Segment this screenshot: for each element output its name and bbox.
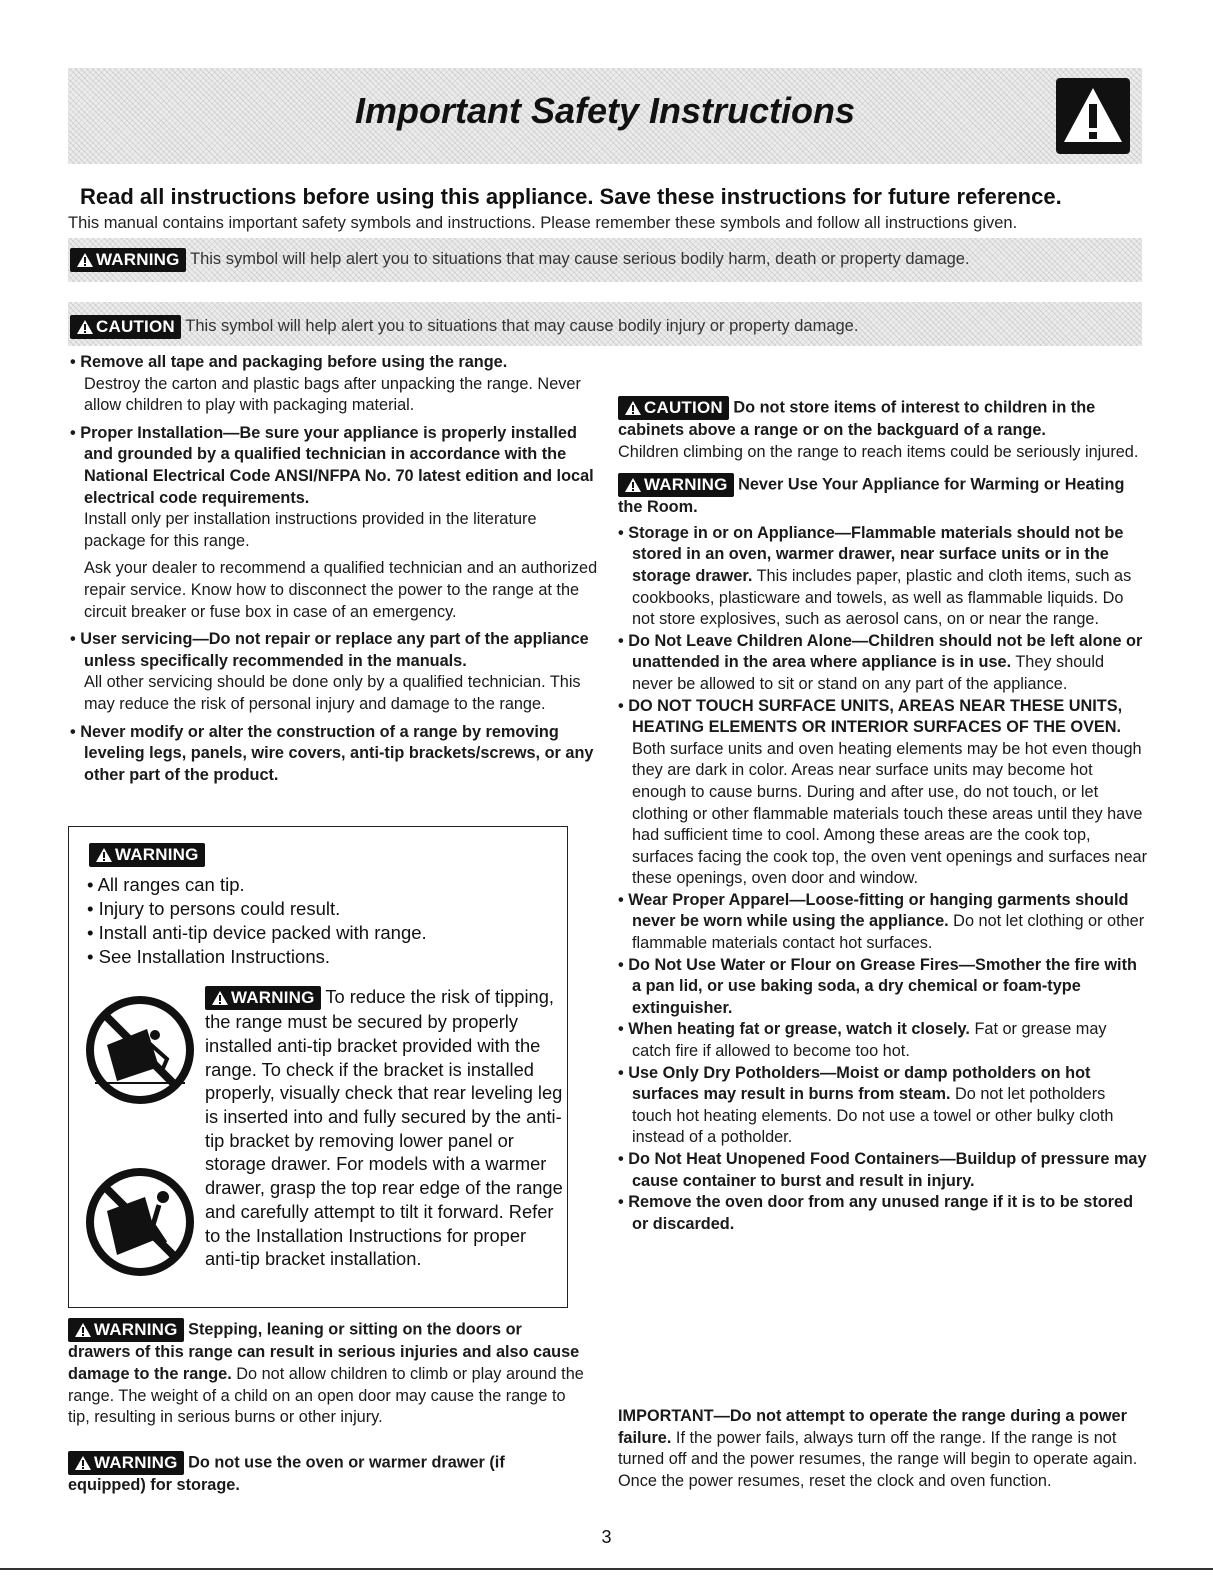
caution-badge-label: CAUTION <box>644 398 723 417</box>
bullet-title: • Wear Proper Apparel—Loose-fitting or hanging garments should never be worn while using the appliance. <box>618 890 1129 931</box>
alert-triangle-icon <box>624 477 642 493</box>
bottom-rule <box>0 1568 1213 1570</box>
alert-triangle-icon <box>74 1455 92 1471</box>
caution-badge-label: CAUTION <box>96 317 175 336</box>
warning-badge-label: WARNING <box>94 1320 178 1339</box>
bullet-title: • Do Not Heat Unopened Food Containers—Buildup of pressure may cause container to burst and result in injury. <box>618 1150 1147 1190</box>
alert-triangle-icon <box>76 252 94 268</box>
stepping-warning-text: Do not allow children to climb or play around the range. The weight of a child on an open door may cause the range to tip, resulting in serious burns or other injury. <box>68 1364 584 1427</box>
warning-symbol-text: This symbol will help alert you to situations that may cause serious bodily harm, death or property damage. <box>190 250 970 269</box>
bullet-title: • Do Not Leave Children Alone—Children should not be left alone or unattended in the area where appliance is in use. <box>618 631 1143 672</box>
intro-text: This manual contains important safety symbols and instructions. Please remember these symbols and follow all instructions given. <box>68 214 1018 232</box>
bullet-title: • Proper Installation—Be sure your appliance is properly installed and grounded by a qualified technician in accordance with the National Electrical Code ANSI/NFPA No. 70 latest edition and local electrical code requirements. <box>70 423 594 507</box>
caution-symbol-band <box>68 302 1142 346</box>
bullet-title: • Use Only Dry Potholders—Moist or damp potholders on hot surfaces may result in burns from steam. <box>618 1063 1091 1104</box>
list-item <box>618 1063 1148 1149</box>
bullet-text: This includes paper, plastic and cloth items, such as cookbooks, plasticware and towels, as well as flammable liquids. Do not store explosives, such as aerosol cans, on or near the range. <box>632 566 1132 629</box>
children-caution-bold: Do not store items of interest to children in the cabinets above a range or on the backguard of a range. <box>618 398 1096 439</box>
warning-badge <box>89 843 205 867</box>
list-item <box>618 1019 1148 1062</box>
bullet-title: • When heating fat or grease, watch it closely. <box>618 1020 970 1039</box>
list-item <box>618 1192 1148 1235</box>
power-failure-text: If the power fails, always turn off the range. If the range is not turned off and the power resumes, the range will begin to operate again. Once the power resumes, reset the clock and oven function. <box>618 1428 1138 1490</box>
warning-triangle-icon <box>1056 78 1130 154</box>
bullet-text: Both surface units and oven heating elements may be hot even though they are dark in color. Areas near surface units may become hot enough to cause burns. During and after use, do not touch, or let clothing or other flammable materials touch these areas until they have had sufficient time to cool. Among these areas are the cook top, surfaces facing the cook top, the oven vent openings and surfaces near these openings, oven door and window. <box>632 739 1147 888</box>
warning-badge-label: WARNING <box>231 988 315 1008</box>
bullet-text: Ask your dealer to recommend a qualified technician and an authorized repair service. Know how to disconnect the power to the range at the circuit breaker or fuse box in case of an emergency. <box>84 559 598 621</box>
intro-headline: Read all instructions before using this appliance. Save these instructions for future reference. <box>80 184 1062 209</box>
list-item: • Install anti-tip device packed with range. <box>87 922 427 943</box>
no-tipping-icon <box>85 995 195 1105</box>
caution-symbol-text: This symbol will help alert you to situations that may cause bodily injury or property damage. <box>185 317 859 336</box>
anti-tip-text: To reduce the risk of tipping, the range must be secured by properly installed anti-tip bracket provided with the range. To check if the bracket is installed properly, visually check that rear leveling leg is inserted into and fully secured by the anti-tip bracket by removing lower panel or storage drawer. For models with a warmer drawer, grasp the top rear edge of the range and carefully attempt to tilt it forward. Refer to the Installation Instructions for proper anti-tip bracket installation. <box>205 986 563 1270</box>
list-item <box>618 631 1148 696</box>
warning-badge-label: WARNING <box>644 475 728 495</box>
bullet-text: Fat or grease may catch fire if allowed to become too hot. <box>632 1020 1107 1061</box>
children-caution <box>618 396 1148 463</box>
power-failure-bold: IMPORTANT—Do not attempt to operate the range during a power failure. <box>618 1407 1127 1447</box>
alert-triangle-icon <box>95 847 113 863</box>
left-lower-warnings <box>68 1318 586 1497</box>
alert-triangle-icon <box>211 990 229 1006</box>
bullet-title: • DO NOT TOUCH SURFACE UNITS, AREAS NEAR THESE UNITS, HEATING ELEMENTS OR INTERIOR SURFACES OF THE OVEN. <box>618 696 1123 737</box>
right-column <box>618 396 1148 1235</box>
bullet-title: • Remove all tape and packaging before using the range. <box>70 353 508 371</box>
left-column <box>70 352 598 786</box>
bullet-text: Destroy the carton and plastic bags after unpacking the range. Never allow children to play with packaging material. <box>84 374 581 415</box>
alert-triangle-icon <box>624 400 642 416</box>
warning-badge <box>70 248 186 272</box>
storage-warning-bold: Do not use the oven or warmer drawer (if equipped) for storage. <box>68 1453 505 1495</box>
list-item: • All ranges can tip. <box>87 874 245 895</box>
anti-tip-instructions <box>205 985 565 1271</box>
caution-badge <box>70 315 181 339</box>
warming-warning <box>618 473 1148 519</box>
list-item <box>618 523 1148 631</box>
page-title: Important Safety Instructions <box>354 90 856 131</box>
bullet-title: • User servicing—Do not repair or replace any part of the appliance unless specifically recommended in the manuals. <box>70 630 589 670</box>
no-climbing-icon <box>85 1167 195 1277</box>
list-item: • See Installation Instructions. <box>87 946 330 967</box>
bullet-text: Do not let clothing or other flammable materials contact hot surfaces. <box>632 912 1145 953</box>
page-number: 3 <box>601 1527 612 1547</box>
bullet-title: • Never modify or alter the construction of a range by removing leveling legs, panels, wire covers, anti-tip brackets/screws, or any other part of the product. <box>70 722 594 784</box>
alert-triangle-icon <box>74 1322 92 1338</box>
list-item <box>618 955 1148 1020</box>
caution-badge <box>618 396 729 420</box>
anti-tip-warning-box <box>68 826 568 1308</box>
bullet-text: Do not let potholders touch hot heating elements. Do not use a towel or other bulky cloth instead of a potholder. <box>632 1085 1114 1147</box>
children-caution-text: Children climbing on the range to reach items could be seriously injured. <box>618 442 1139 461</box>
warning-badge-label: WARNING <box>115 845 199 864</box>
bullet-title: • Storage in or on Appliance—Flammable materials should not be stored in an oven, warmer drawer, near surface units or in the storage drawer. <box>618 523 1124 585</box>
list-item: • Injury to persons could result. <box>87 898 341 919</box>
power-failure-note <box>618 1406 1148 1492</box>
bullet-title: • Do Not Use Water or Flour on Grease Fires—Smother the fire with a pan lid, or use baking soda, a dry chemical or foam-type extinguisher. <box>618 955 1137 1017</box>
warning-badge <box>68 1318 184 1342</box>
bullet-text: All other servicing should be done only by a qualified technician. This may reduce the risk of personal injury and damage to the range. <box>84 673 581 713</box>
bullet-text: Install only per installation instructions provided in the literature package for this range. <box>84 510 537 550</box>
bullet-text: They should never be allowed to sit or stand on any part of the appliance. <box>632 653 1105 693</box>
list-item <box>618 890 1148 955</box>
anti-tip-list <box>87 873 427 969</box>
warming-warning-bold: Never Use Your Appliance for Warming or Heating the Room. <box>618 475 1125 517</box>
bullet-title: • Remove the oven door from any unused range if it is to be stored or discarded. <box>618 1193 1134 1233</box>
warning-badge <box>618 473 734 497</box>
stepping-warning-bold: Stepping, leaning or sitting on the doors or drawers of this range can result in serious injuries and also cause damage to the range. <box>68 1320 580 1383</box>
warning-badge <box>205 986 321 1010</box>
list-item <box>618 1149 1148 1192</box>
warning-symbol-band <box>68 238 1142 282</box>
list-item <box>618 696 1148 890</box>
warning-badge-label: WARNING <box>94 1453 178 1473</box>
header-band <box>68 68 1142 164</box>
stepping-warning <box>68 1318 586 1429</box>
alert-triangle-icon <box>76 319 94 335</box>
warning-badge-label: WARNING <box>96 250 180 269</box>
storage-warning <box>68 1451 586 1497</box>
warning-badge <box>68 1451 184 1475</box>
